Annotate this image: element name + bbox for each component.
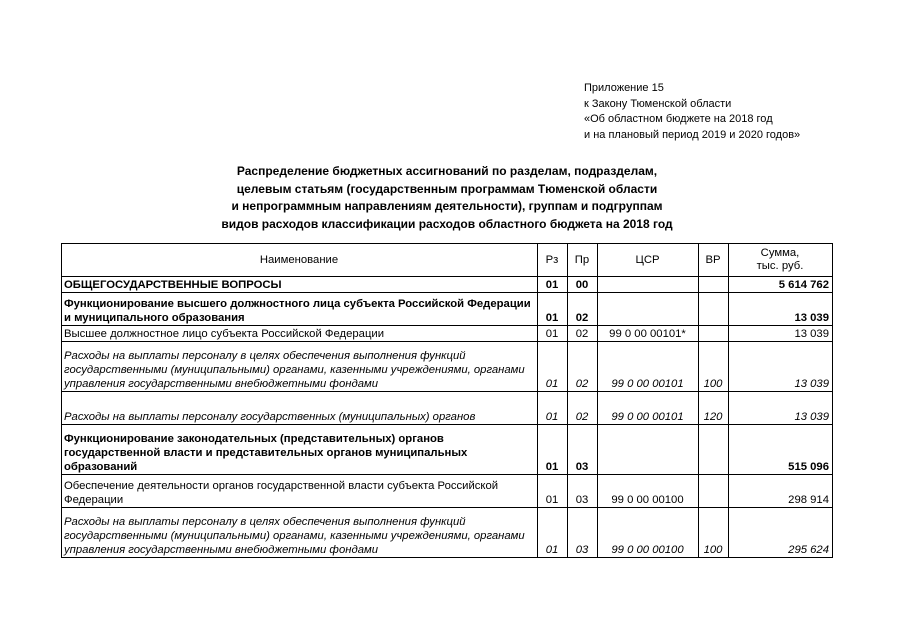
row-name: Расходы на выплаты персоналу в целях обеспечения выполнения функций государственными (муниципальными) органами, казенными учреждениями, органами управления государственными внебюджетными фондами bbox=[62, 342, 538, 392]
row-sum: 13 039 bbox=[729, 326, 833, 342]
row-name: Функционирование высшего должностного лица субъекта Российской Федерации и муниципального образования bbox=[62, 293, 538, 326]
row-csr bbox=[598, 277, 699, 293]
row-sum: 5 614 762 bbox=[729, 277, 833, 293]
table-row bbox=[62, 508, 833, 558]
row-pr: 00 bbox=[568, 277, 598, 293]
appendix-line: Приложение 15 bbox=[584, 82, 664, 94]
row-csr: 99 0 00 00101 bbox=[598, 342, 699, 392]
row-csr: 99 0 00 00100 bbox=[598, 475, 699, 508]
appendix-line: и на плановый период 2019 и 2020 годов» bbox=[584, 128, 801, 141]
row-csr bbox=[598, 293, 699, 326]
table-header-row bbox=[62, 244, 833, 277]
row-vr: 100 bbox=[699, 508, 729, 558]
table-row bbox=[62, 425, 833, 475]
title-line: и непрограммным направлениям деятельности), группам и подгруппам bbox=[231, 199, 663, 213]
row-pr: 03 bbox=[568, 508, 598, 558]
row-vr bbox=[699, 425, 729, 475]
row-pr: 03 bbox=[568, 425, 598, 475]
title-line: Распределение бюджетных ассигнований по разделам, подразделам, bbox=[236, 164, 658, 178]
header-vr: ВР bbox=[699, 244, 729, 277]
row-sum: 13 039 bbox=[729, 293, 833, 326]
table-row bbox=[62, 392, 833, 425]
row-name: Высшее должностное лицо субъекта Российской Федерации bbox=[62, 326, 538, 342]
row-name: Расходы на выплаты персоналу государственных (муниципальных) органов bbox=[62, 392, 538, 425]
row-sum: 515 096 bbox=[729, 425, 833, 475]
row-pr: 02 bbox=[568, 293, 598, 326]
row-vr bbox=[699, 326, 729, 342]
header-csr: ЦСР bbox=[598, 244, 699, 277]
row-csr: 99 0 00 00100 bbox=[598, 508, 699, 558]
header-sum-line1: Сумма, bbox=[760, 247, 800, 259]
table-row bbox=[62, 475, 833, 508]
row-sum: 13 039 bbox=[729, 392, 833, 425]
row-sum: 295 624 bbox=[729, 508, 833, 558]
row-name: Обеспечение деятельности органов государственной власти субъекта Российской Федерации bbox=[62, 475, 538, 508]
table-row bbox=[62, 277, 833, 293]
row-rz: 01 bbox=[538, 392, 568, 425]
row-rz: 01 bbox=[538, 326, 568, 342]
table-row bbox=[62, 342, 833, 392]
row-csr: 99 0 00 00101* bbox=[598, 326, 699, 342]
header-rz: Рз bbox=[538, 244, 568, 277]
document-title bbox=[160, 163, 734, 233]
row-name: Функционирование законодательных (представительных) органов государственной власти и представительных органов муниципальных образований bbox=[62, 425, 538, 475]
row-rz: 01 bbox=[538, 342, 568, 392]
row-sum: 298 914 bbox=[729, 475, 833, 508]
row-rz: 01 bbox=[538, 293, 568, 326]
row-pr: 02 bbox=[568, 392, 598, 425]
row-pr: 02 bbox=[568, 326, 598, 342]
title-line: видов расходов классификации расходов областного бюджета на 2018 год bbox=[221, 216, 673, 231]
table-row bbox=[62, 293, 833, 326]
row-csr: 99 0 00 00101 bbox=[598, 392, 699, 425]
header-name: Наименование bbox=[62, 244, 538, 277]
row-rz: 01 bbox=[538, 475, 568, 508]
row-rz: 01 bbox=[538, 508, 568, 558]
appendix-line: «Об областном бюджете на 2018 год bbox=[584, 113, 773, 125]
row-vr: 120 bbox=[699, 392, 729, 425]
table-row bbox=[62, 326, 833, 342]
row-rz: 01 bbox=[538, 425, 568, 475]
row-rz: 01 bbox=[538, 277, 568, 293]
row-name: Расходы на выплаты персоналу в целях обеспечения выполнения функций государственными (муниципальными) органами, казенными учреждениями, органами управления государственными внебюджетными фондами bbox=[62, 508, 538, 558]
header-pr: Пр bbox=[568, 244, 598, 277]
row-csr bbox=[598, 425, 699, 475]
row-vr bbox=[699, 277, 729, 293]
appendix-note bbox=[584, 81, 800, 143]
title-line: целевым статьям (государственным программам Тюменской области bbox=[236, 181, 658, 196]
appendix-line: к Закону Тюменской области bbox=[584, 97, 732, 110]
row-sum: 13 039 bbox=[729, 342, 833, 392]
row-name: ОБЩЕГОСУДАРСТВЕННЫЕ ВОПРОСЫ bbox=[62, 277, 538, 293]
row-vr: 100 bbox=[699, 342, 729, 392]
header-sum bbox=[729, 244, 833, 277]
row-vr bbox=[699, 293, 729, 326]
row-pr: 02 bbox=[568, 342, 598, 392]
row-pr: 03 bbox=[568, 475, 598, 508]
budget-table bbox=[61, 243, 833, 558]
header-sum-line2: тыс. руб. bbox=[756, 260, 804, 272]
row-vr bbox=[699, 475, 729, 508]
